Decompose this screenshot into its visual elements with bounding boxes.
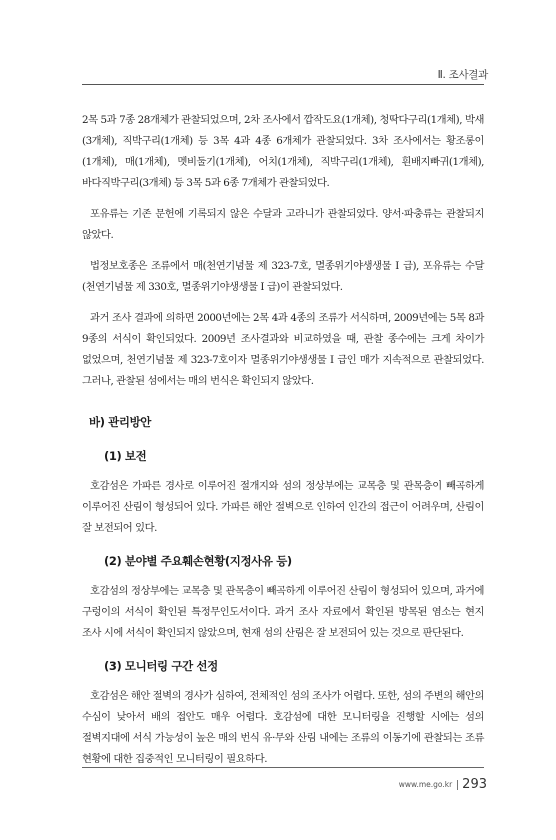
paragraph-mammals: 포유류는 기존 문헌에 기록되지 않은 수달과 고라니가 관찰되었다. 양서·파충류는 관찰되지 않았다. (82, 208, 484, 241)
page-body (82, 110, 484, 780)
subheading-damage-status: (2) 분야별 주요훼손현황(지정사유 등) (104, 554, 292, 568)
paragraph-damage-status: 호감섬의 정상부에는 교목층 및 관목층이 빼곡하게 이루어진 산림이 형성되어 있으며, 과거에 구렁이의 서식이 확인된 특정무인도서이다. 과거 조사 자료에서 확인된 방목된 염소는 현지 조사 시에 서식이 확인되지 않았으며, 현재 섬의 산림은 잘 보전되어 있는 것으로 판단된다. (82, 585, 484, 639)
paragraph-monitoring: 호감섬은 해안 절벽의 경사가 심하여, 전체적인 섬의 조사가 어렵다. 또한, 섬의 주변의 해안의 수심이 낮아서 배의 접안도 매우 어렵다. 호감섬에 대한 모니터링을 진행할 시에는 섬의 절벽지대에 서식 가능성이 높은 매의 번식 유·무와 산림 내에는 조류의 이동기에 관찰되는 조류 현황에 대한 집중적인 모니터링이 필요하다. (82, 690, 484, 765)
running-header: Ⅱ. 조사결과 (437, 69, 488, 81)
paragraph-conservation: 호감섬은 가파른 경사로 이루어진 절개지와 섬의 정상부에는 교목층 및 관목층이 빼곡하게 이루어진 산림이 형성되어 있다. 가파른 해안 절벽으로 인하여 인간의 접근이 어려우며, 산림이 잘 보전되어 있다. (82, 480, 484, 534)
footer-separator (457, 780, 458, 790)
footer-url: www.me.go.kr (398, 780, 453, 789)
subheading-conservation: (1) 보전 (104, 449, 147, 463)
header-divider (82, 84, 484, 85)
paragraph-bird-survey: 2목 5과 7종 28개체가 관찰되었으며, 2차 조사에서 깝작도요(1개체), 청딱다구리(1개체), 박새(3개체), 직박구리(1개체) 등 3목 4과 4종 6개체가 관찰되었다. 3차 조사에서는 황조롱이(1개체), 매(1개체), 멧비둘기(1개체), 어치(1개체), 직박구리(1개체), 흰배지빠귀(1개체), 바다직박구리(3개체) 등 3목 5과 6종 7개체가 관찰되었다. (82, 114, 484, 189)
page-number: 293 (462, 777, 487, 792)
section-heading-management: 바) 관리방안 (89, 415, 152, 429)
paragraph-protected-species: 법정보호종은 조류에서 매(천연기념물 제 323-7호, 멸종위기야생생물 I 급), 포유류는 수달(천연기념물 제 330호, 멸종위기야생생물 I 급)이 관찰되었다. (82, 260, 484, 293)
page-footer (399, 777, 487, 792)
footer-divider (82, 767, 484, 768)
paragraph-past-survey: 과거 조사 결과에 의하면 2000년에는 2목 4과 4종의 조류가 서식하며, 2009년에는 5목 8과 9종의 서식이 확인되었다. 2009년 조사결과와 비교하였을 때, 관찰 종수에는 크게 차이가 없었으며, 천연기념물 제 323-7호이자 멸종위기야생생물 I 급인 매가 지속적으로 관찰되었다. 그러나, 관찰된 섬에서는 매의 번식은 확인되지 않았다. (82, 312, 484, 387)
subheading-monitoring: (3) 모니터링 구간 선정 (104, 659, 218, 673)
